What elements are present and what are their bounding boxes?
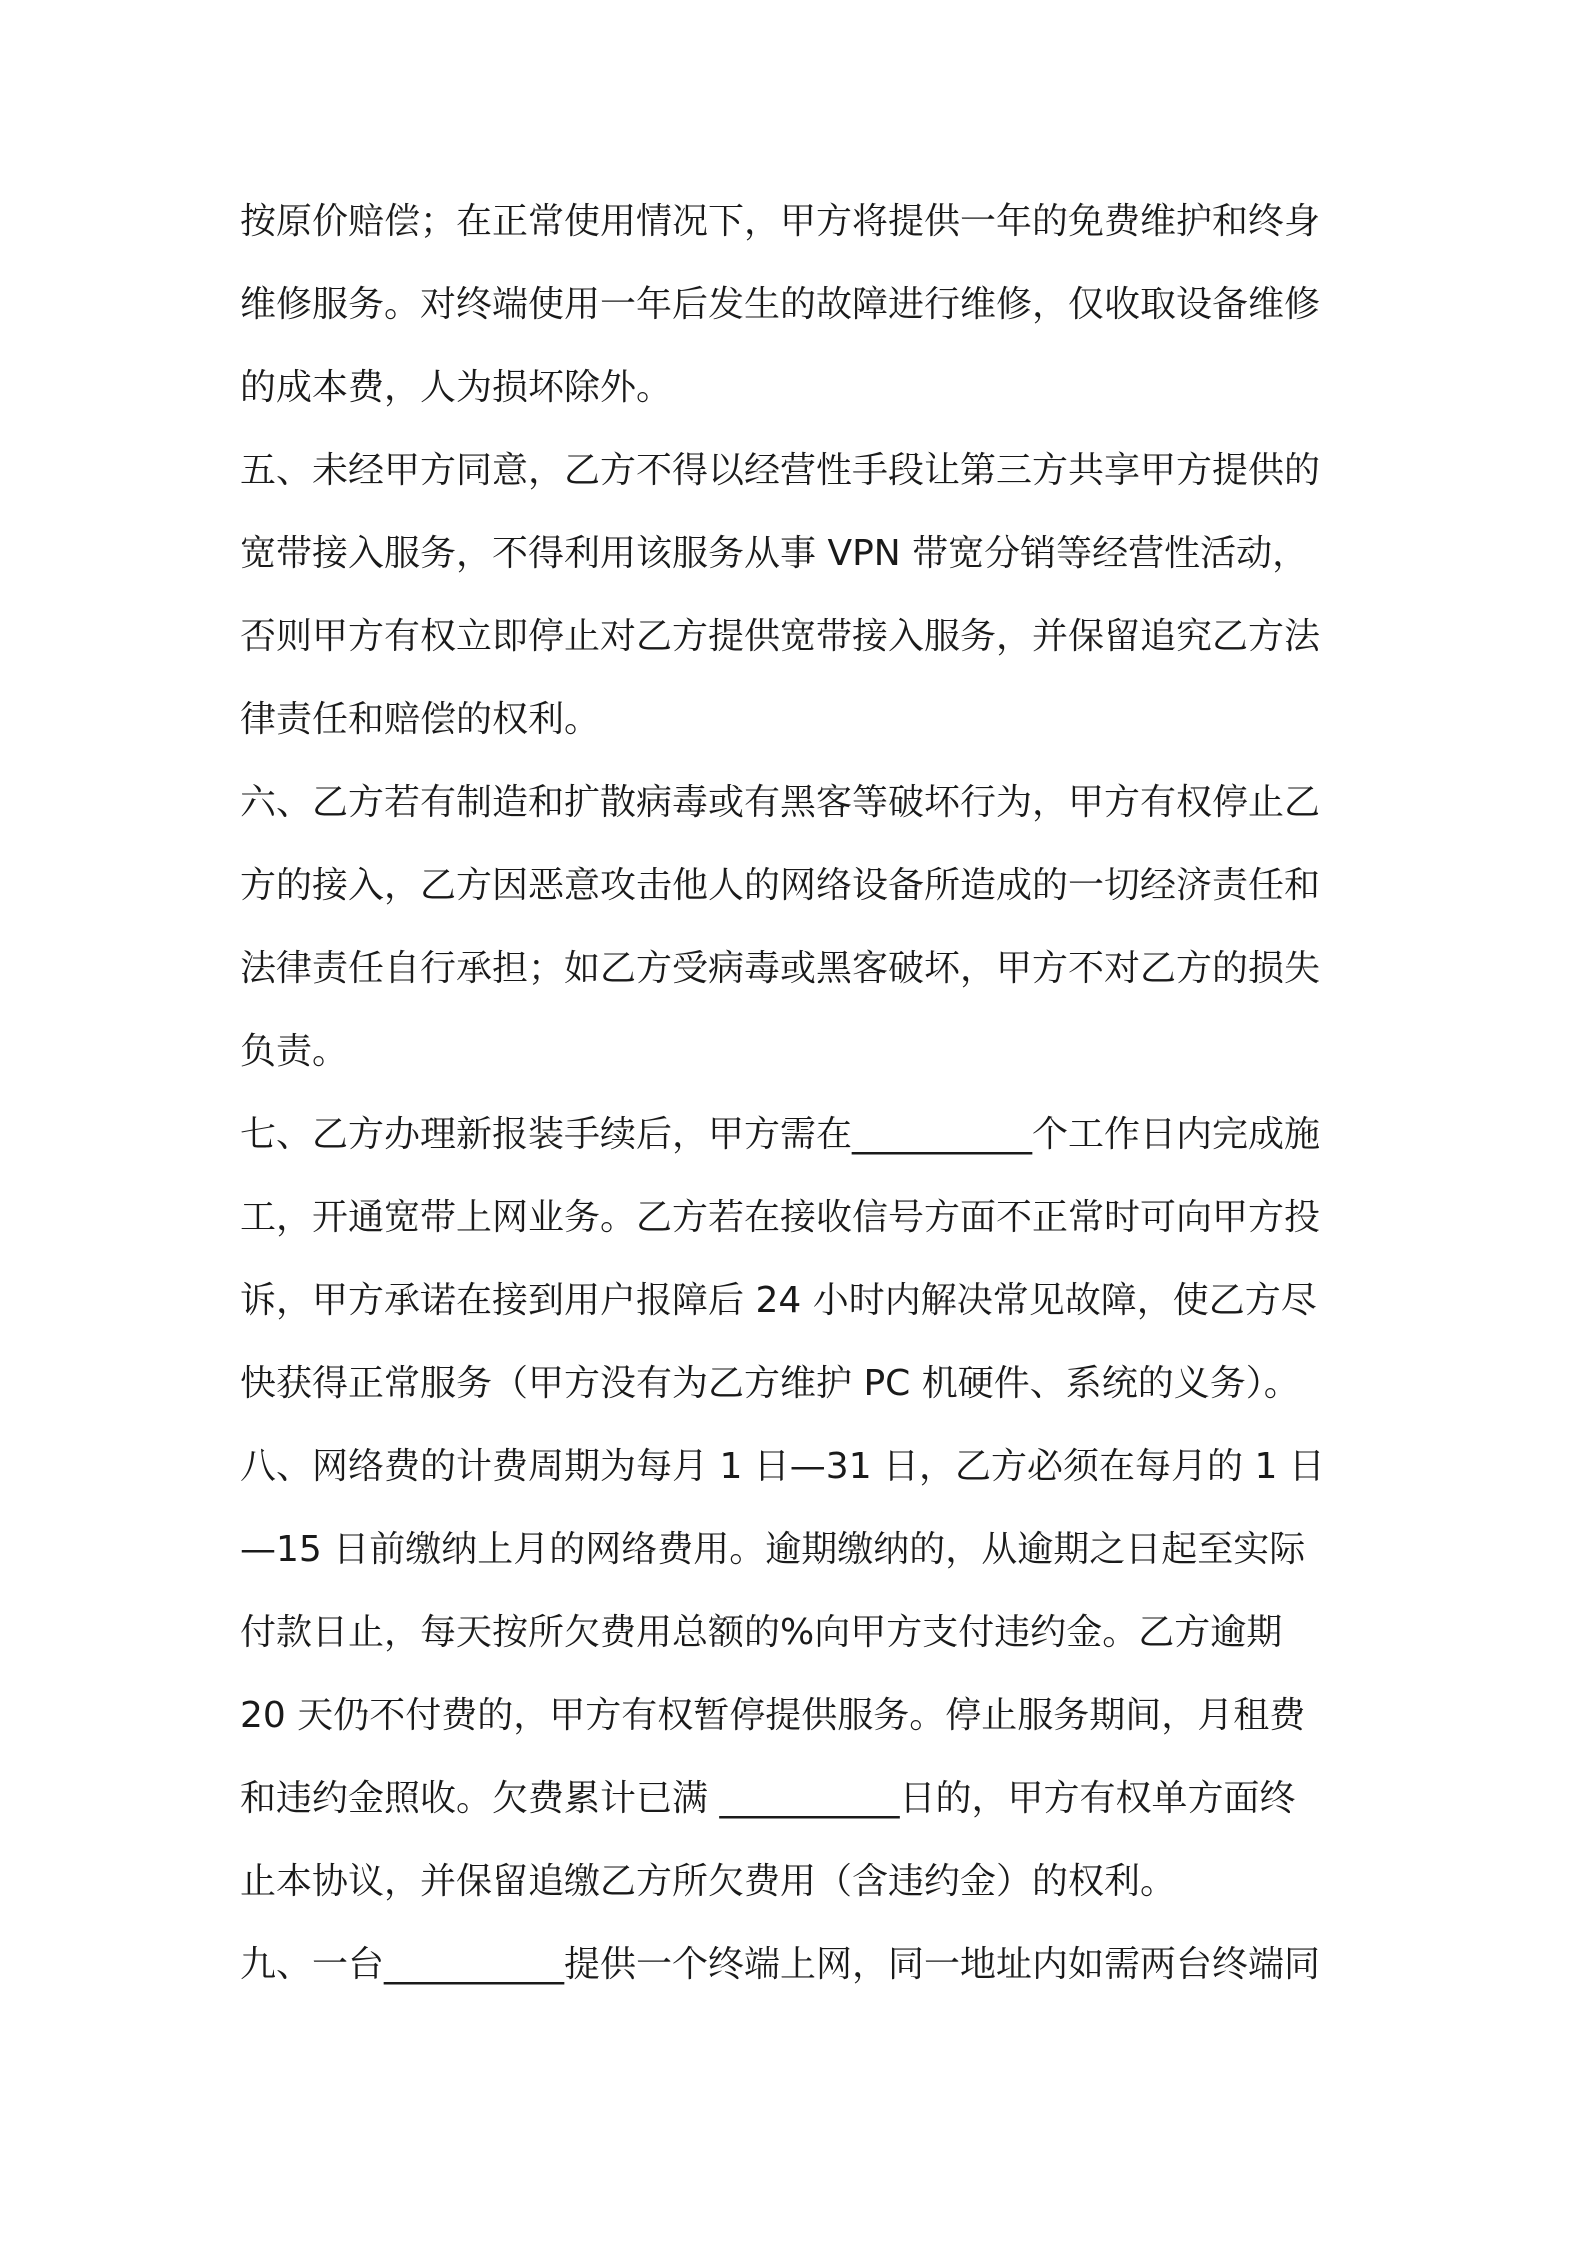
text-line: 否则甲方有权立即停止对乙方提供宽带接入服务，并保留追究乙方法: [240, 616, 1321, 657]
text-line: 律责任和赔偿的权利。: [240, 699, 601, 740]
text-line: 和违约金照收。欠费累计已满 __________日的，甲方有权单方面终: [240, 1778, 1296, 1819]
text-line: 五、未经甲方同意，乙方不得以经营性手段让第三方共享甲方提供的: [240, 450, 1321, 491]
text-line: 付款日止，每天按所欠费用总额的%向甲方支付违约金。乙方逾期: [240, 1612, 1283, 1653]
text-line: 维修服务。对终端使用一年后发生的故障进行维修，仅收取设备维修: [240, 284, 1321, 325]
text-line: 负责。: [240, 1031, 349, 1072]
text-line: —15 日前缴纳上月的网络费用。逾期缴纳的，从逾期之日起至实际: [240, 1529, 1306, 1570]
text-line: 20 天仍不付费的，甲方有权暂停提供服务。停止服务期间，月租费: [240, 1695, 1306, 1736]
text-line: 止本协议，并保留追缴乙方所欠费用（含违约金）的权利。: [240, 1861, 1177, 1902]
text-line: 八、网络费的计费周期为每月 1 日—31 日，乙方必须在每月的 1 日: [240, 1446, 1325, 1487]
text-line: 九、一台__________提供一个终端上网，同一地址内如需两台终端同: [240, 1944, 1321, 1985]
text-line: 七、乙方办理新报装手续后，甲方需在__________个工作日内完成施: [240, 1114, 1321, 1155]
text-line: 诉，甲方承诺在接到用户报障后 24 小时内解决常见故障，使乙方尽: [240, 1280, 1317, 1321]
text-line: 快获得正常服务（甲方没有为乙方维护 PC 机硬件、系统的义务）。: [240, 1363, 1300, 1404]
text-line: 方的接入，乙方因恶意攻击他人的网络设备所造成的一切经济责任和: [240, 865, 1321, 906]
text-line: 的成本费，人为损坏除外。: [240, 367, 673, 408]
text-line: 六、乙方若有制造和扩散病毒或有黑客等破坏行为，甲方有权停止乙: [240, 782, 1321, 823]
text-line: 宽带接入服务，不得利用该服务从事 VPN 带宽分销等经营性活动，: [240, 533, 1309, 574]
text-line: 法律责任自行承担；如乙方受病毒或黑客破坏，甲方不对乙方的损失: [240, 948, 1321, 989]
text-line: 按原价赔偿；在正常使用情况下，甲方将提供一年的免费维护和终身: [240, 201, 1321, 242]
text-line: 工，开通宽带上网业务。乙方若在接收信号方面不正常时可向甲方投: [240, 1197, 1321, 1238]
